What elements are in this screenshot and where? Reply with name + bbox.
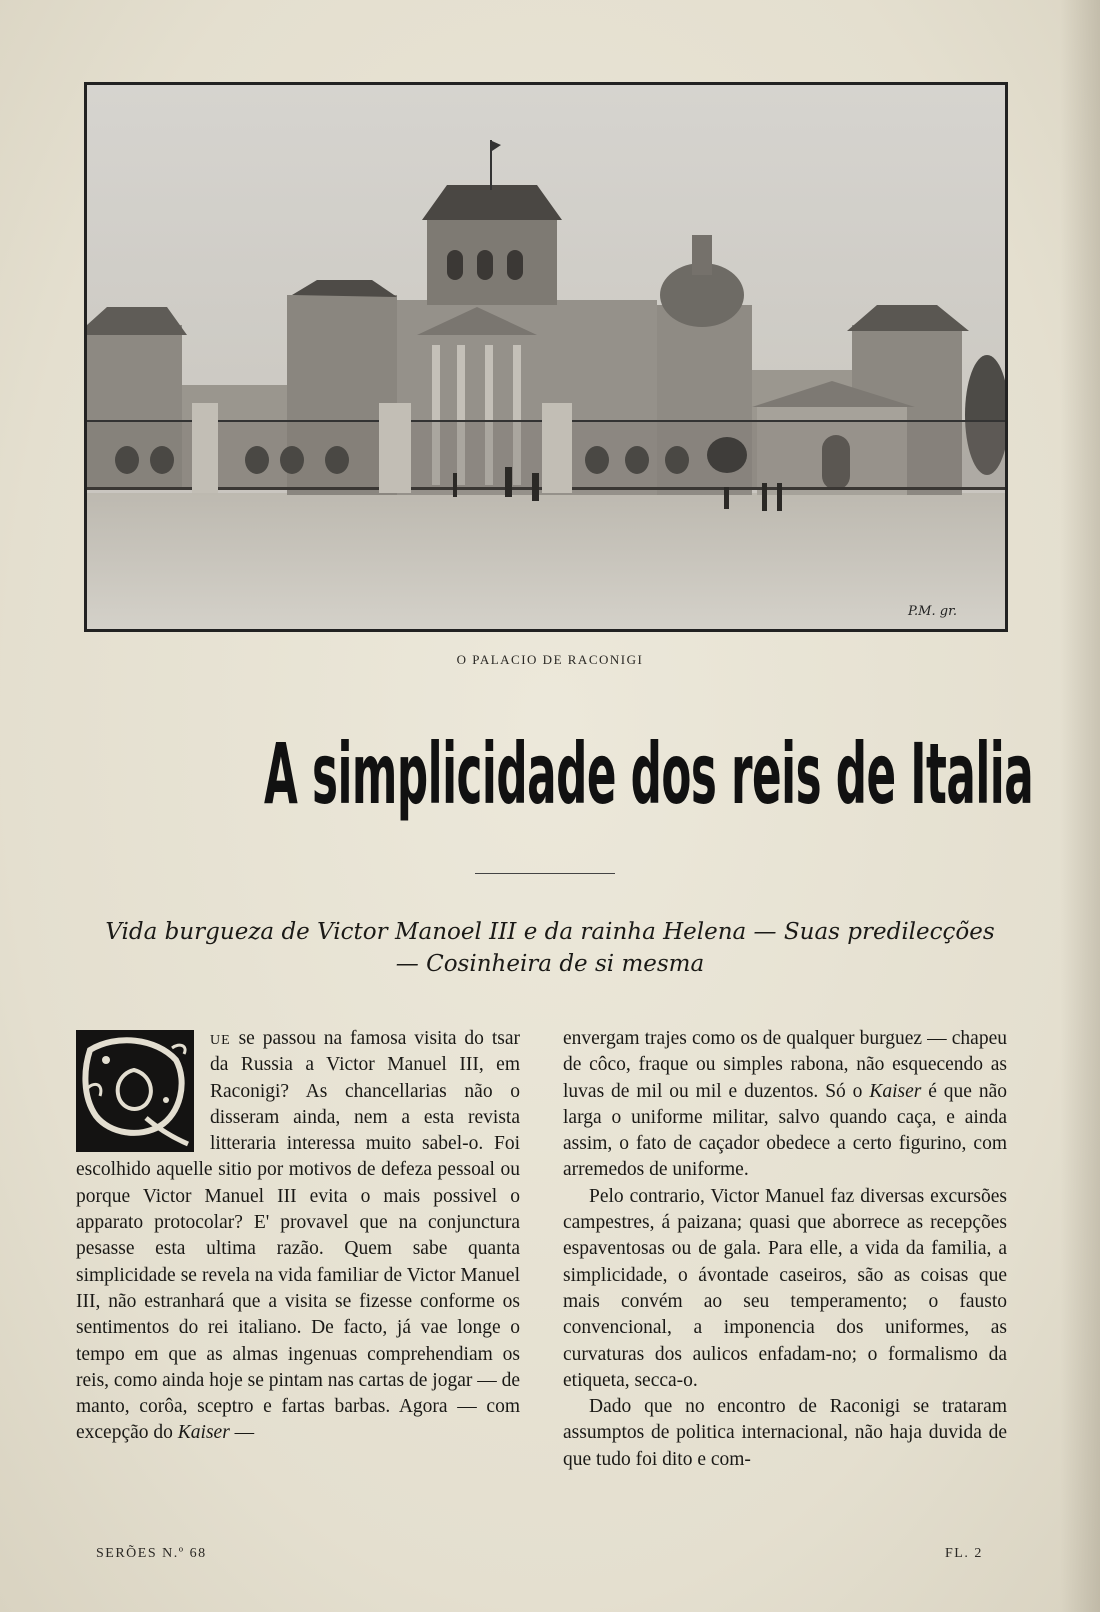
- footer-issue-number: SERÕES N.º 68: [96, 1546, 207, 1561]
- article-subtitle: [100, 916, 1000, 980]
- photo-caption: O PALACIO DE RACONIGI: [456, 652, 644, 667]
- right-p1-part-a: envergam trajes como os de qualquer burguez — chapeu de côco, fraque ou simples rabona, não esquecendo as luvas de mil ou mil e duzentos. Só o: [563, 1028, 1007, 1102]
- kaiser-word-2: Kaiser: [869, 1080, 922, 1102]
- left-body-text: se passou na famosa visita do tsar da Russia a Victor Manuel III, em Raconigi? As chancellarias não o disseram ainda, nem a esta revista litteraria interessa muito sabel-o. Foi escolhido aquelle sitio por motivos de defeza pessoal ou porque Victor Manuel III evita o mais possivel o apparato protocolar? E' provavel que na conjunctura pesasse esta ultima razão. Quem sabe quanta simplicidade se revela na vida familiar de Victor Manuel III, não estranhará que a visita se fizesse conforme os sentimentos do rei italiano. De facto, já vae longe o tempo em que as almas ingenuas comprehendiam os reis, como ainda hoje se pintam nas cartas de jogar — de manto, corôa, sceptro e fartas barbas. Agora — com excepção do: [76, 1028, 521, 1444]
- engraver-signature: P.M. gr.: [907, 604, 957, 619]
- article-headline: A simplicidade dos reis de Italia: [264, 725, 1034, 823]
- first-word: ue: [210, 1028, 231, 1049]
- footer-sheet-number: FL. 2: [945, 1546, 983, 1561]
- right-p1-part-b: é que não larga o uniforme militar, salvo quando caça, e ainda assim, o fato de caçador obedece a certo figurino, com arremedos de uniforme.: [563, 1080, 1007, 1181]
- title-rule: [475, 873, 615, 874]
- ornamental-dropcap: [76, 1030, 194, 1152]
- kaiser-word: Kaiser: [177, 1422, 230, 1444]
- article-column-right: [563, 1026, 1007, 1473]
- subtitle-line-1: Vida burgueza de Victor Manoel III e da rainha Helena — Suas predilecções: [105, 919, 995, 945]
- raconigi-palace-image: [87, 85, 1005, 629]
- subtitle-line-2: — Cosinheira de si mesma: [395, 951, 705, 977]
- article-column-left: [76, 1026, 520, 1447]
- right-paragraph-3: Dado que no encontro de Raconigi se trataram assumptos de politica internacional, não haja duvida de que tudo foi dito e com-: [563, 1396, 1007, 1470]
- right-paragraph-2: Pelo contrario, Victor Manuel faz diversas excursões campestres, á paizana; quasi que aborrece as recepções espaventosas ou de gala. Para elle, a vida da familia, a simplicidade, o ávontade caseiros, são as coisas que mais convém ao seu temperamento; o fausto convencional, a imponencia dos uniformes, as curvaturas dos aulicos enfadam-no; o formalismo da etiqueta, secca-o.: [563, 1185, 1007, 1391]
- left-end-dash: —: [229, 1422, 255, 1444]
- palace-photograph: [84, 82, 1008, 632]
- page-edge-shade: [1060, 0, 1100, 1612]
- dropcap-q-icon: [76, 1030, 194, 1152]
